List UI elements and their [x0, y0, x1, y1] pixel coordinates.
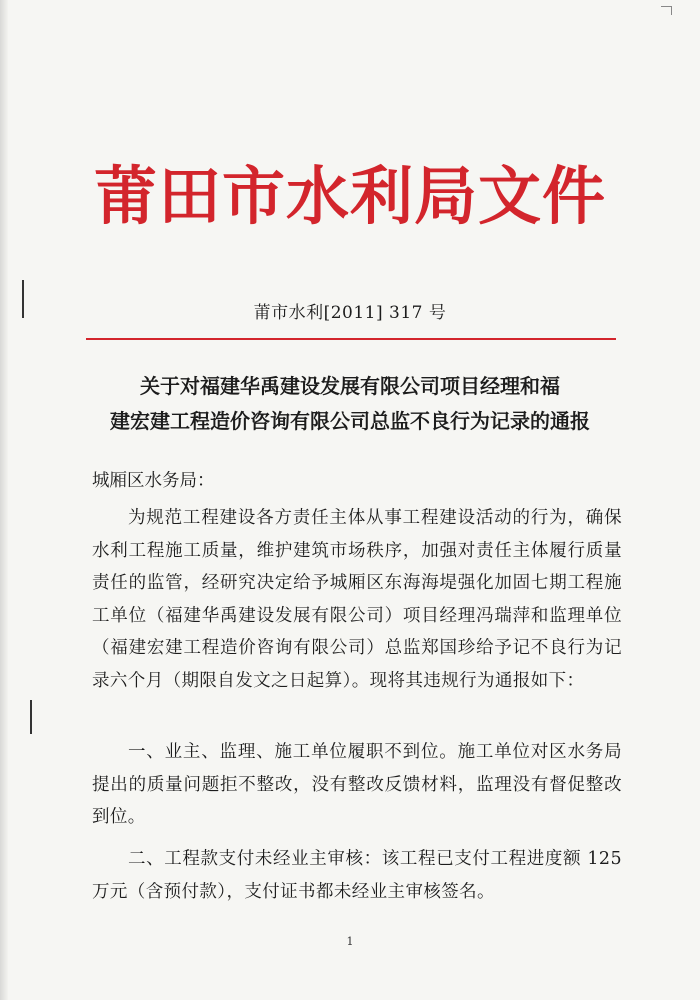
salutation: 城厢区水务局： [92, 471, 215, 491]
corner-mark [661, 6, 672, 15]
paragraph-text: 二、工程款支付未经业主审核：该工程已支付工程进度额 125 万元（含预付款），支付证书都未经业主审核签名。 [92, 849, 622, 902]
body-paragraph-2 [92, 736, 622, 834]
document-number: 莆市水利[2011] 317 号 [253, 303, 447, 323]
body-paragraph-1 [92, 502, 622, 697]
body-paragraph-3 [92, 843, 622, 908]
red-divider-line [86, 338, 616, 340]
margin-mark-lower [30, 700, 32, 734]
heading-line-2: 建宏建工程造价咨询有限公司总监不良行为记录的通报 [110, 409, 590, 433]
document-org-title: 莆田市水利局文件 [94, 159, 606, 233]
scan-edge [0, 0, 8, 1000]
paragraph-text: 为规范工程建设各方责任主体从事工程建设活动的行为，确保水利工程施工质量，维护建筑市场秩序，加强对责任主体履行质量责任的监管，经研究决定给予城厢区东海海堤强化加固七期工程施工单位（福建华禹建设发展有限公司）项目经理冯瑞萍和监理单位（福建宏建工程造价咨询有限公司）总监郑国珍给予记不良行为记录六个月（期限自发文之日起算）。现将其违规行为通报如下： [92, 508, 622, 691]
paragraph-text: 一、业主、监理、施工单位履职不到位。施工单位对区水务局提出的质量问题拒不整改，没有整改反馈材料，监理没有督促整改到位。 [92, 742, 622, 827]
heading-line-1: 关于对福建华禹建设发展有限公司项目经理和福 [140, 374, 560, 398]
page-number: 1 [346, 935, 354, 948]
